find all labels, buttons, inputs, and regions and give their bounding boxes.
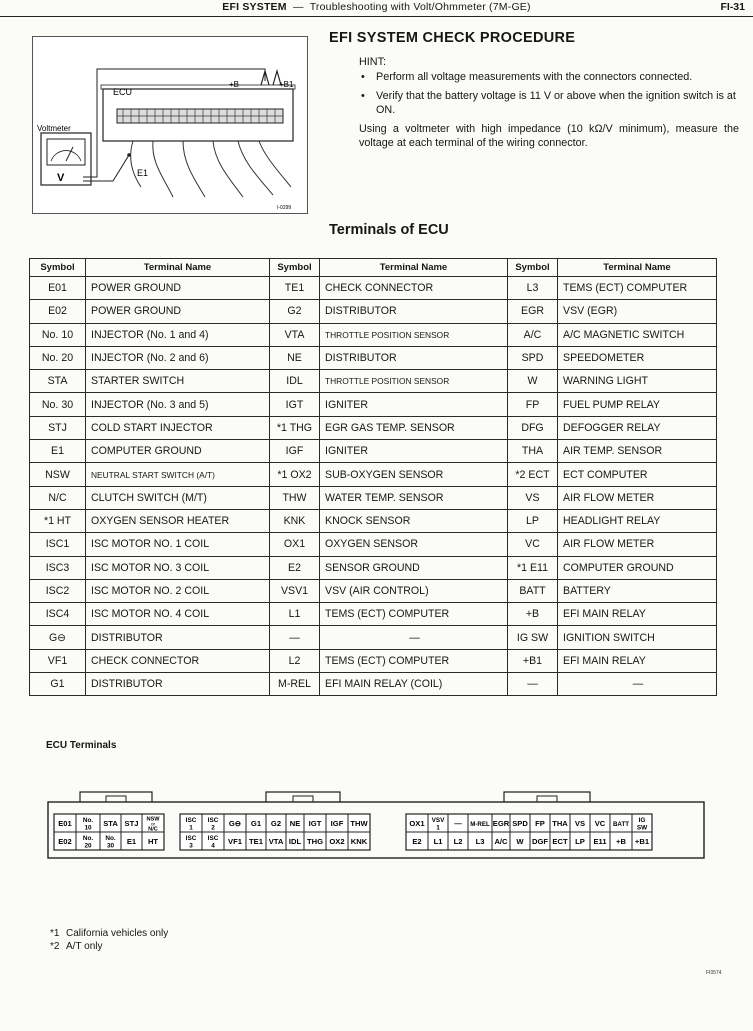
terminal-label: E11 (593, 837, 607, 846)
terminal-label: 4 (211, 842, 215, 850)
terminal-name: COMPUTER GROUND (86, 440, 270, 463)
terminal-name: VSV (AIR CONTROL) (320, 579, 508, 602)
terminals-table (29, 258, 717, 696)
terminal-name: IGNITION SWITCH (558, 626, 717, 649)
terminal-name: DISTRIBUTOR (320, 346, 508, 369)
figure-label-b: +B (229, 80, 240, 89)
terminal-symbol: THW (270, 486, 320, 509)
terminal-label: W (516, 837, 524, 846)
header-subtitle: Troubleshooting with Volt/Ohmmeter (7M-GE) (309, 1, 531, 13)
hint-label: HINT: (359, 56, 386, 68)
footnote-mark: *2 (50, 940, 60, 952)
terminal-symbol: A/C (508, 323, 558, 346)
terminal-symbol: L1 (270, 603, 320, 626)
terminal-symbol: E2 (270, 556, 320, 579)
connector-tab (504, 792, 590, 802)
table-row (30, 277, 717, 300)
ecu-terminals-title: ECU Terminals (46, 740, 117, 751)
table-row (30, 463, 717, 486)
terminal-name: OXYGEN SENSOR HEATER (86, 509, 270, 532)
terminal-name: STARTER SWITCH (86, 370, 270, 393)
terminal-symbol: VF1 (30, 649, 86, 672)
terminal-name: AIR FLOW METER (558, 486, 717, 509)
figure-label-voltmeter: Voltmeter (37, 124, 71, 133)
table-row (30, 323, 717, 346)
terminal-symbol: ISC3 (30, 556, 86, 579)
table-row (30, 556, 717, 579)
column-header: Symbol (30, 259, 86, 277)
terminal-label: FP (535, 819, 545, 828)
terminal-label: IG (638, 817, 646, 824)
terminal-label: 30 (106, 842, 115, 850)
column-header: Symbol (508, 259, 558, 277)
terminal-label: STA (103, 819, 118, 828)
terminal-symbol: G1 (30, 673, 86, 696)
connector-latch (537, 796, 557, 802)
terminal-name: ECT COMPUTER (558, 463, 717, 486)
terminal-label: L2 (453, 837, 463, 846)
terminal-name: AIR FLOW METER (558, 533, 717, 556)
terminal-label: E01 (58, 819, 72, 828)
terminal-label: 20 (84, 842, 92, 850)
terminal-label: G2 (270, 819, 282, 828)
column-header: Terminal Name (320, 259, 508, 277)
terminal-name: COMPUTER GROUND (558, 556, 717, 579)
terminal-symbol: L3 (508, 277, 558, 300)
terminal-label: VSV (431, 817, 445, 824)
terminal-label: G1 (250, 819, 262, 828)
ecu-wiring-illustration (33, 37, 307, 213)
terminal-symbol: No. 20 (30, 346, 86, 369)
voltmeter-ecu-diagram (32, 36, 308, 214)
terminal-label: IGF (330, 819, 344, 828)
terminal-label: THG (306, 837, 324, 846)
terminal-name: ISC MOTOR NO. 4 COIL (86, 603, 270, 626)
terminal-label: A/C (494, 837, 508, 846)
terminal-name: BATTERY (558, 579, 717, 602)
terminal-label: No. (82, 817, 94, 824)
terminal-name: POWER GROUND (86, 300, 270, 323)
terminal-label: 3 (189, 842, 193, 850)
terminal-label: ISC (207, 835, 219, 842)
terminal-symbol: M-REL (270, 673, 320, 696)
terminal-symbol: E01 (30, 277, 86, 300)
hint-block (359, 56, 739, 117)
terminal-symbol: VSV1 (270, 579, 320, 602)
terminal-symbol: +B1 (508, 649, 558, 672)
terminal-name: DEFOGGER RELAY (558, 416, 717, 439)
terminal-name: TEMS (ECT) COMPUTER (558, 277, 717, 300)
terminal-name: VSV (EGR) (558, 300, 717, 323)
terminal-symbol: FP (508, 393, 558, 416)
terminal-name: TEMS (ECT) COMPUTER (320, 649, 508, 672)
terminal-symbol: *1 THG (270, 416, 320, 439)
table-header-row (30, 259, 717, 277)
terminal-label: ECT (552, 837, 568, 846)
table-row (30, 486, 717, 509)
terminal-label: No. (82, 835, 94, 842)
terminal-symbol: No. 30 (30, 393, 86, 416)
figure-label-e1: E1 (137, 168, 149, 178)
terminal-name: A/C MAGNETIC SWITCH (558, 323, 717, 346)
terminal-label: EGR (492, 819, 510, 828)
terminal-symbol: KNK (270, 509, 320, 532)
terminal-symbol: NE (270, 346, 320, 369)
terminal-symbol: IG SW (508, 626, 558, 649)
terminal-label: IGT (308, 819, 322, 828)
terminal-label: KNK (350, 837, 368, 846)
terminal-name: THROTTLE POSITION SENSOR (320, 370, 508, 393)
table-row (30, 649, 717, 672)
terminal-label: LP (575, 837, 585, 846)
procedure-paragraph: Using a voltmeter with high impedance (10 kΩ/V minimum), measure the voltage at each terminal of the wiring connector. (359, 123, 739, 149)
terminal-name: OXYGEN SENSOR (320, 533, 508, 556)
terminal-label: SPD (512, 819, 528, 828)
terminal-symbol: STA (30, 370, 86, 393)
terminal-name: NEUTRAL START SWITCH (A/T) (86, 463, 270, 486)
terminal-name: SENSOR GROUND (320, 556, 508, 579)
terminal-symbol: LP (508, 509, 558, 532)
terminal-symbol: IDL (270, 370, 320, 393)
footnote-mark: *1 (50, 928, 60, 939)
column-header: Terminal Name (86, 259, 270, 277)
terminal-symbol: *1 HT (30, 509, 86, 532)
terminal-name: CLUTCH SWITCH (M/T) (86, 486, 270, 509)
terminal-name: — (320, 626, 508, 649)
terminal-name: ISC MOTOR NO. 2 COIL (86, 579, 270, 602)
terminal-label: 2 (211, 824, 215, 832)
terminal-name: INJECTOR (No. 2 and 6) (86, 346, 270, 369)
terminal-label: THA (552, 819, 568, 828)
table-row (30, 509, 717, 532)
terminal-label: DGF (531, 837, 549, 846)
terminal-label: THW (350, 819, 368, 828)
terminal-name: — (558, 673, 717, 696)
terminal-label: 10 (84, 824, 92, 832)
terminal-name: EFI MAIN RELAY (558, 649, 717, 672)
terminal-symbol: N/C (30, 486, 86, 509)
terminal-symbol: *2 ECT (508, 463, 558, 486)
header-section: EFI SYSTEM (222, 1, 287, 13)
column-header: Terminal Name (558, 259, 717, 277)
terminal-symbol: E1 (30, 440, 86, 463)
terminal-name: DISTRIBUTOR (86, 626, 270, 649)
hint-item: • Verify that the battery voltage is 11 V or above when the ignition switch is at ON. (359, 90, 739, 117)
terminal-symbol: TE1 (270, 277, 320, 300)
terminal-name: CHECK CONNECTOR (86, 649, 270, 672)
table-row (30, 393, 717, 416)
procedure-title: EFI SYSTEM CHECK PROCEDURE (329, 30, 576, 46)
footnote (50, 941, 168, 954)
footnote (50, 928, 168, 941)
terminal-name: THROTTLE POSITION SENSOR (320, 323, 508, 346)
terminal-label: OX1 (409, 819, 425, 828)
hint-list (359, 71, 739, 118)
terminal-label: E02 (58, 837, 72, 846)
table-row (30, 300, 717, 323)
terminal-name: DISTRIBUTOR (86, 673, 270, 696)
terminal-name: FUEL PUMP RELAY (558, 393, 717, 416)
terminal-label: NE (289, 819, 301, 828)
terminal-label: L1 (433, 837, 443, 846)
terminal-name: WATER TEMP. SENSOR (320, 486, 508, 509)
terminal-symbol: +B (508, 603, 558, 626)
terminal-name: EFI MAIN RELAY (558, 603, 717, 626)
terminal-label: VC (594, 819, 606, 828)
terminal-label: G⊖ (228, 819, 242, 828)
terminal-name: HEADLIGHT RELAY (558, 509, 717, 532)
terminal-name: AIR TEMP. SENSOR (558, 440, 717, 463)
terminal-symbol: NSW (30, 463, 86, 486)
table-row (30, 533, 717, 556)
terminal-label: No. (105, 835, 116, 842)
terminal-label: OX2 (329, 837, 345, 846)
table-row (30, 579, 717, 602)
terminal-name: POWER GROUND (86, 277, 270, 300)
terminal-name: DISTRIBUTOR (320, 300, 508, 323)
terminal-label: VS (574, 819, 586, 828)
table-row (30, 440, 717, 463)
footnote-text: California vehicles only (66, 928, 169, 939)
procedure-section (329, 30, 739, 150)
terminal-label: E2 (412, 837, 422, 846)
ecu-connector-diagram (44, 788, 710, 884)
terminal-label: L3 (475, 837, 485, 846)
terminal-symbol: *1 OX2 (270, 463, 320, 486)
column-header: Symbol (270, 259, 320, 277)
terminal-name: ISC MOTOR NO. 1 COIL (86, 533, 270, 556)
hint-item: • Perform all voltage measurements with the connectors connected. (359, 71, 739, 85)
terminal-symbol: DFG (508, 416, 558, 439)
terminal-symbol: G⊖ (30, 626, 86, 649)
terminal-name: INJECTOR (No. 1 and 4) (86, 323, 270, 346)
terminal-label: +B (616, 837, 626, 846)
terminal-label: 1 (189, 824, 193, 832)
terminal-symbol: BATT (508, 579, 558, 602)
terminal-symbol: SPD (508, 346, 558, 369)
terminal-symbol: VTA (270, 323, 320, 346)
terminal-symbol: — (508, 673, 558, 696)
table-row (30, 603, 717, 626)
terminal-name: EGR GAS TEMP. SENSOR (320, 416, 508, 439)
terminal-name: SUB-OXYGEN SENSOR (320, 463, 508, 486)
terminal-label: VF1 (228, 837, 242, 846)
footnote-text: A/T only (66, 940, 103, 952)
terminal-symbol: E02 (30, 300, 86, 323)
terminal-label: ISC (207, 817, 219, 824)
table-row (30, 673, 717, 696)
terminal-symbol: OX1 (270, 533, 320, 556)
terminal-symbol: IGT (270, 393, 320, 416)
terminal-symbol: G2 (270, 300, 320, 323)
terminal-symbol: ISC2 (30, 579, 86, 602)
figure-label-ecu: ECU (113, 87, 133, 97)
terminal-label: +B1 (634, 837, 650, 846)
terminal-symbol: EGR (508, 300, 558, 323)
terminal-label: NSW (146, 816, 160, 823)
terminal-label: TE1 (249, 837, 263, 846)
connector-latch (106, 796, 126, 802)
terminal-label: 1 (436, 824, 440, 832)
terminal-name: SPEEDOMETER (558, 346, 717, 369)
terminal-label: N/C (148, 826, 158, 833)
terminal-symbol: STJ (30, 416, 86, 439)
page-number: FI-31 (720, 1, 745, 13)
connector-latch (293, 796, 313, 802)
footnotes (50, 928, 168, 953)
terminals-title: Terminals of ECU (329, 222, 449, 238)
table-row (30, 370, 717, 393)
terminal-label: E1 (126, 837, 137, 846)
terminal-label: IDL (288, 837, 302, 846)
table-row (30, 346, 717, 369)
table-row (30, 626, 717, 649)
figure-label-v: V (57, 172, 65, 184)
terminal-label: VTA (268, 837, 284, 846)
terminal-label: ISC (185, 835, 197, 842)
terminal-symbol: VS (508, 486, 558, 509)
terminal-symbol: ISC4 (30, 603, 86, 626)
terminal-label: SW (636, 824, 648, 832)
terminal-symbol: — (270, 626, 320, 649)
header-title: EFI SYSTEM — Troubleshooting with Volt/Ohmmeter (7M-GE) (222, 1, 531, 13)
terminal-label: M-REL (470, 821, 490, 828)
connector-tab (80, 792, 152, 802)
terminal-symbol: No. 10 (30, 323, 86, 346)
terminal-label: BATT (612, 821, 630, 828)
terminal-name: TEMS (ECT) COMPUTER (320, 603, 508, 626)
terminal-name: INJECTOR (No. 3 and 5) (86, 393, 270, 416)
figure-code-bottom: FI0574 (706, 970, 722, 976)
table-body (30, 277, 717, 696)
terminal-symbol: IGF (270, 440, 320, 463)
terminal-label: STJ (124, 819, 139, 828)
terminal-name: EFI MAIN RELAY (COIL) (320, 673, 508, 696)
terminal-label: HT (147, 837, 159, 846)
figure-code: I-0299 (277, 205, 292, 211)
table-row (30, 416, 717, 439)
terminal-symbol: L2 (270, 649, 320, 672)
terminal-name: CHECK CONNECTOR (320, 277, 508, 300)
terminal-name: IGNITER (320, 440, 508, 463)
connector-tab (266, 792, 340, 802)
terminal-name: WARNING LIGHT (558, 370, 717, 393)
terminal-symbol: VC (508, 533, 558, 556)
terminal-symbol: *1 E11 (508, 556, 558, 579)
terminal-symbol: THA (508, 440, 558, 463)
terminal-symbol: W (508, 370, 558, 393)
terminal-name: ISC MOTOR NO. 3 COIL (86, 556, 270, 579)
terminal-name: COLD START INJECTOR (86, 416, 270, 439)
terminal-name: KNOCK SENSOR (320, 509, 508, 532)
terminal-symbol: ISC1 (30, 533, 86, 556)
terminal-name: IGNITER (320, 393, 508, 416)
figure-label-b1: +B1 (279, 80, 294, 89)
terminal-label: — (454, 819, 462, 828)
terminal-label: ISC (185, 817, 197, 824)
page-header (0, 0, 753, 17)
terminal-label: or (150, 822, 156, 828)
